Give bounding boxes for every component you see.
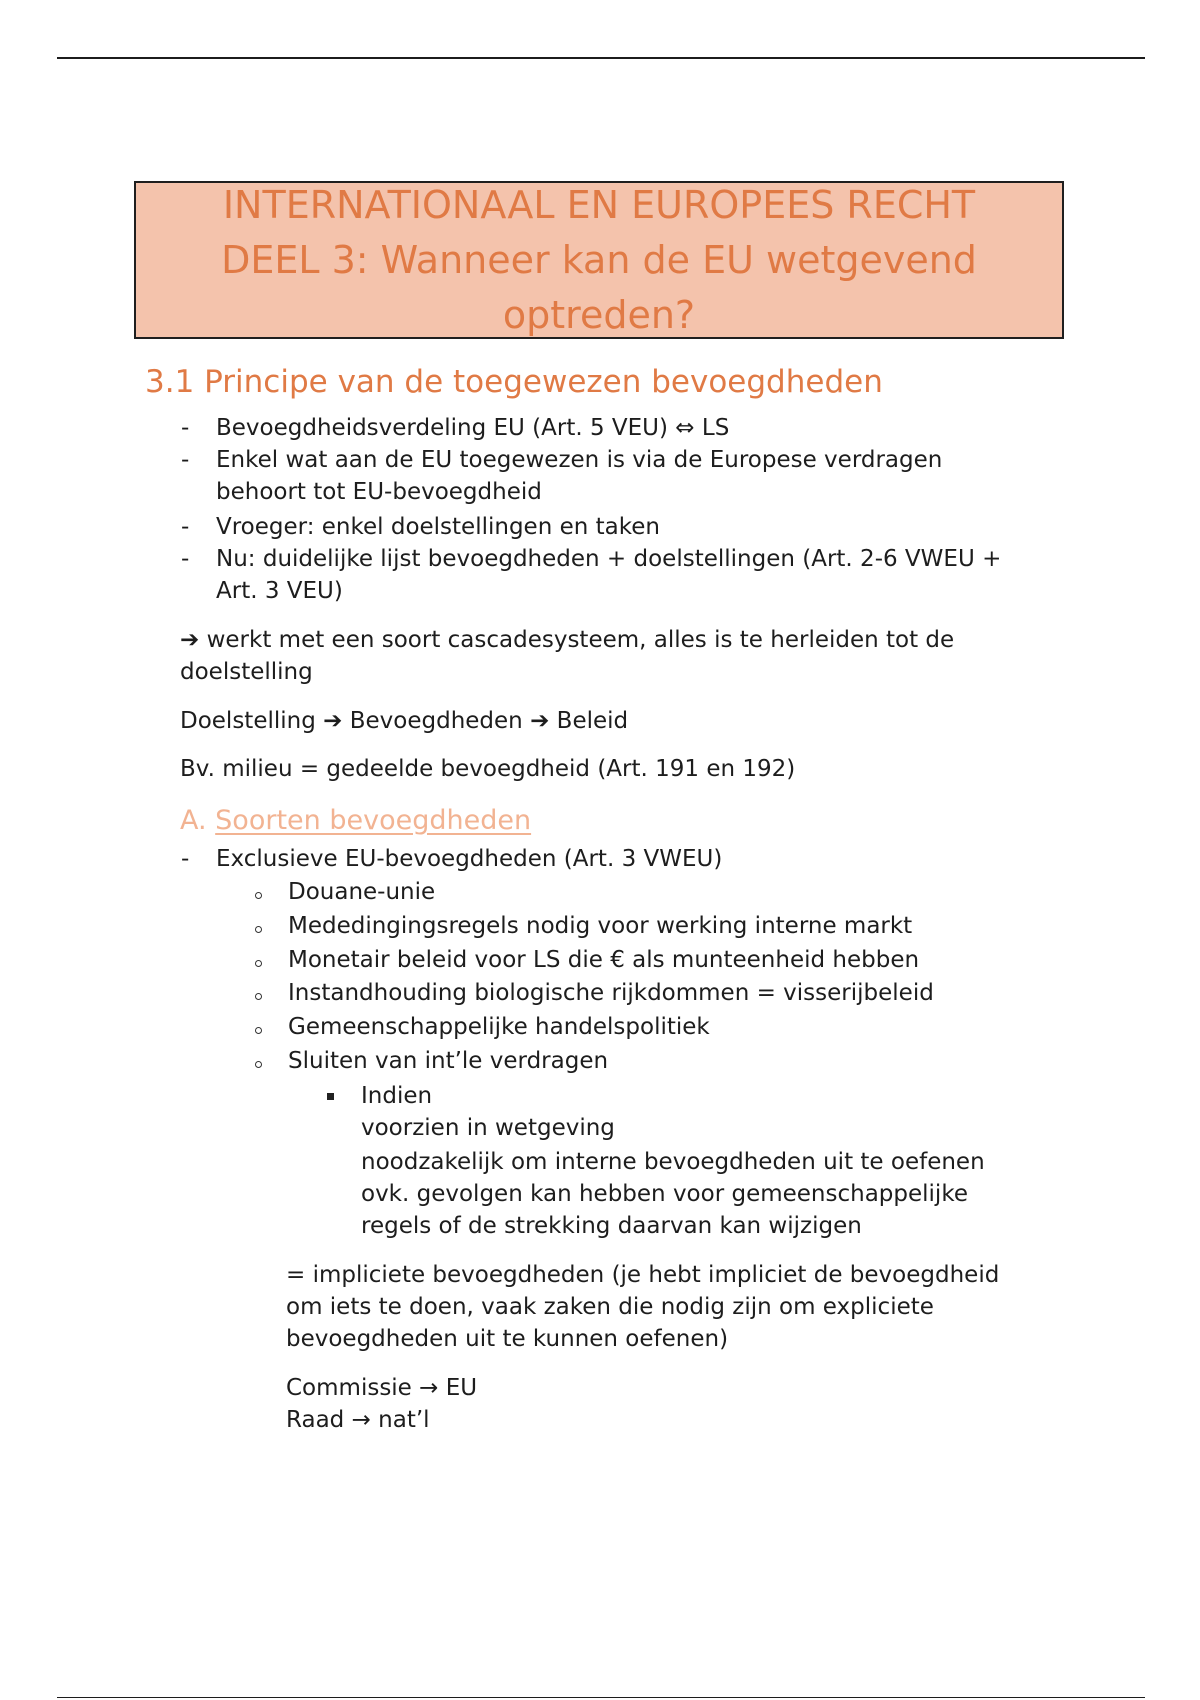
circle-bullet-icon	[255, 1061, 262, 1068]
role-line: Commissie → EU	[286, 1375, 478, 1401]
bullet-dash: -	[181, 415, 190, 441]
bullet-text-continued: behoort tot EU-bevoegdheid	[216, 479, 542, 505]
right-arrow-icon: ➔	[530, 708, 550, 734]
title-line-3: optreden?	[502, 292, 696, 337]
footer-rule	[57, 1697, 1145, 1698]
chain-step: Beleid	[556, 708, 629, 734]
implied-text: = impliciete bevoegdheden (je hebt impliciet de bevoegdheid	[286, 1262, 1000, 1288]
right-arrow-icon: ➔	[180, 627, 200, 653]
circle-bullet-icon	[255, 960, 262, 967]
circle-bullet-icon	[255, 926, 262, 933]
right-arrow-icon: ➔	[323, 708, 343, 734]
square-bullet-icon	[327, 1093, 334, 1100]
bullet-dash: -	[181, 514, 190, 540]
subsub-text: ovk. gevolgen kan hebben voor gemeenschappelijke	[361, 1181, 968, 1207]
subitem-text: Douane-unie	[288, 879, 436, 905]
title-line-2: DEEL 3: Wanneer kan de EU wetgevend	[221, 237, 977, 282]
cascade-note	[180, 624, 954, 656]
title-box	[134, 181, 1064, 339]
bullet-text: Enkel wat aan de EU toegewezen is via de Europese verdragen	[216, 447, 943, 473]
cascade-note-text: werkt met een soort cascadesysteem, alles is te herleiden tot de	[206, 627, 955, 653]
bullet-text: Vroeger: enkel doelstellingen en taken	[216, 514, 660, 540]
implied-text: om iets te doen, vaak zaken die nodig zijn om expliciete	[286, 1294, 934, 1320]
bullet-dash: -	[181, 846, 190, 872]
subsection-title: Soorten bevoegdheden	[215, 805, 532, 836]
subitem-text: Gemeenschappelijke handelspolitiek	[288, 1014, 710, 1040]
bullet-dash: -	[181, 447, 190, 473]
chain-step: Doelstelling	[180, 708, 316, 734]
subsub-text: voorzien in wetgeving	[361, 1115, 615, 1141]
chain-step: Bevoegdheden	[349, 708, 523, 734]
subitem-text: Mededingingsregels nodig voor werking interne markt	[288, 913, 913, 939]
subitem-text: Sluiten van int’le verdragen	[288, 1048, 609, 1074]
title-line-1: INTERNATIONAAL EN EUROPEES RECHT	[222, 182, 976, 227]
header-rule	[57, 57, 1145, 59]
chain-line	[180, 705, 628, 737]
bullet-dash: -	[181, 546, 190, 572]
subsub-text: regels of de strekking daarvan kan wijzigen	[361, 1213, 862, 1239]
subitem-text: Instandhouding biologische rijkdommen = visserijbeleid	[288, 980, 934, 1006]
bullet-text-continued: Art. 3 VEU)	[216, 578, 343, 604]
bullet-text: Exclusieve EU-bevoegdheden (Art. 3 VWEU)	[216, 846, 723, 872]
subitem-text: Monetair beleid voor LS die € als munteenheid hebben	[288, 947, 920, 973]
circle-bullet-icon	[255, 993, 262, 1000]
subsub-text: Indien	[361, 1083, 433, 1109]
subsection-letter: A.	[180, 805, 207, 836]
bullet-text: Bevoegdheidsverdeling EU (Art. 5 VEU) ⇔ LS	[216, 415, 730, 441]
role-line: Raad → nat’l	[286, 1407, 430, 1433]
circle-bullet-icon	[255, 892, 262, 899]
subsection-heading	[180, 803, 531, 839]
section-heading: 3.1 Principe van de toegewezen bevoegdheden	[145, 364, 883, 400]
cascade-note-continued: doelstelling	[180, 659, 313, 685]
circle-bullet-icon	[255, 1027, 262, 1034]
example-line: Bv. milieu = gedeelde bevoegdheid (Art. 191 en 192)	[180, 756, 796, 782]
subsub-text: noodzakelijk om interne bevoegdheden uit te oefenen	[361, 1149, 985, 1175]
bullet-text: Nu: duidelijke lijst bevoegdheden + doelstellingen (Art. 2-6 VWEU +	[216, 546, 1002, 572]
implied-text: bevoegdheden uit te kunnen oefenen)	[286, 1326, 729, 1352]
